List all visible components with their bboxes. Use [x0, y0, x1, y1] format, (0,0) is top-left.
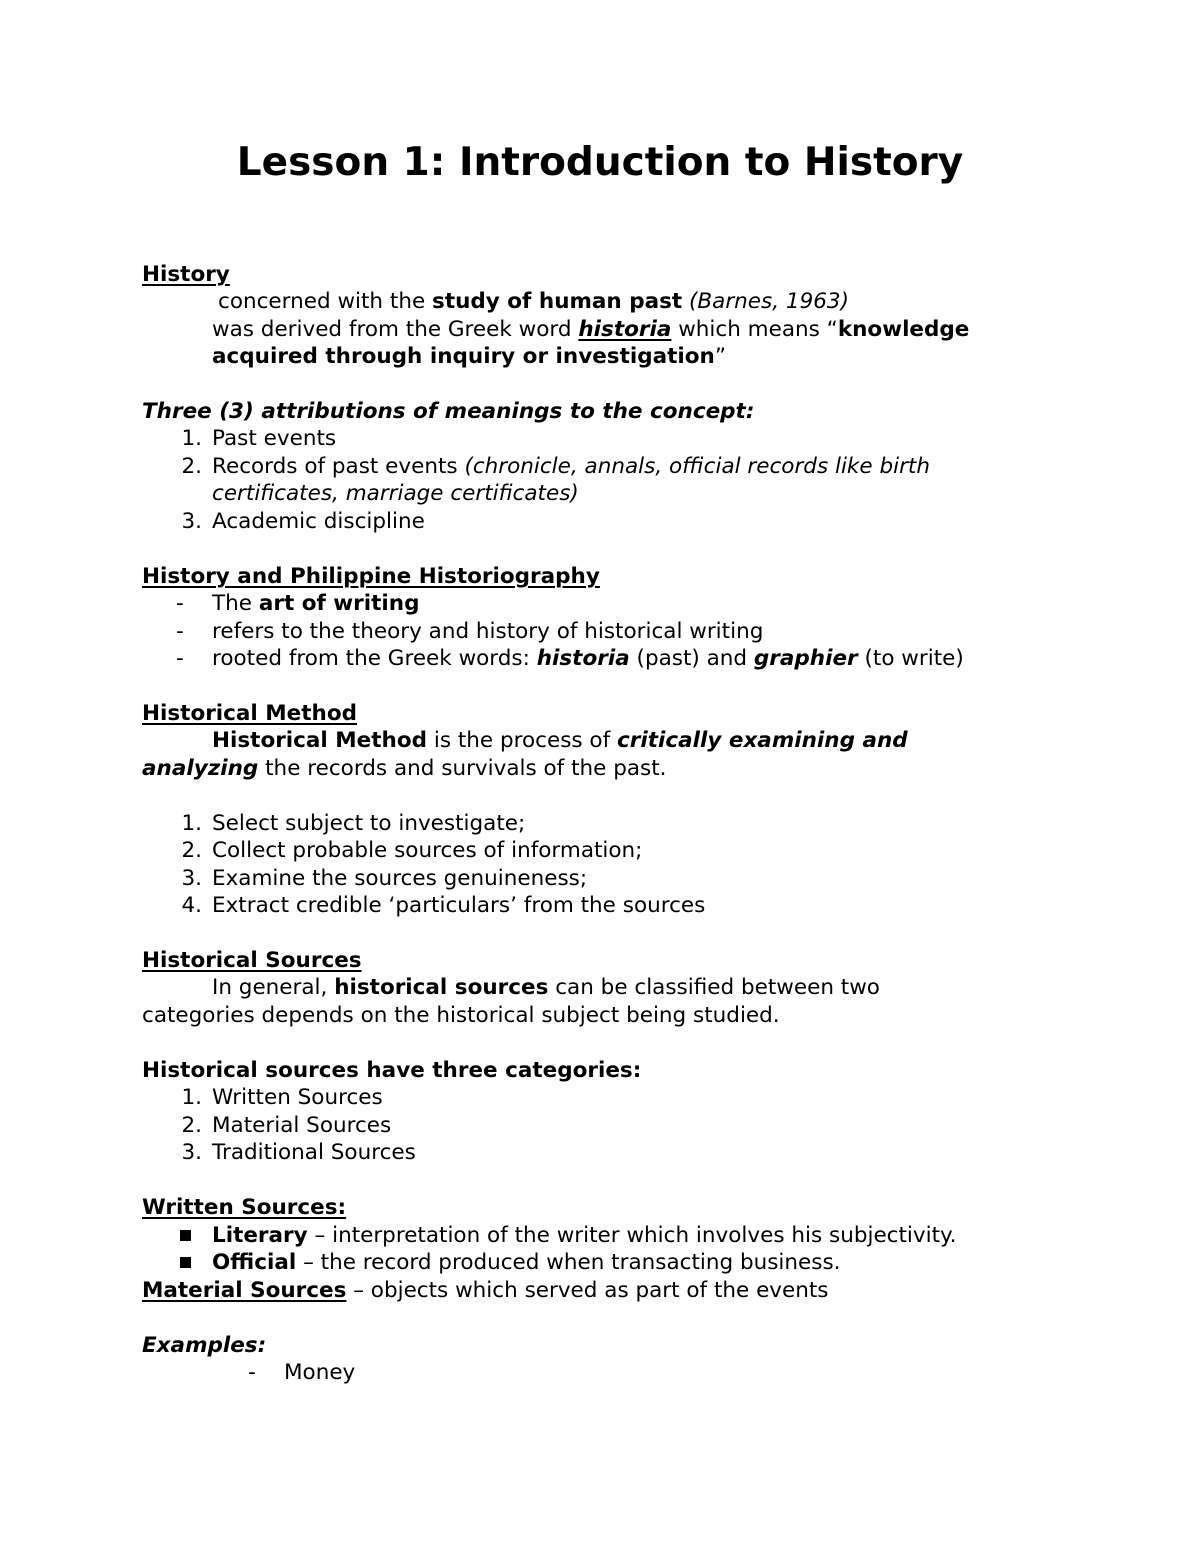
history-definition-2: was derived from the Greek word historia which means “knowledge [212, 317, 970, 342]
list-number: 2. [181, 454, 202, 479]
section-heading-examples: Examples: [142, 1333, 267, 1358]
dash-bullet: - [176, 646, 184, 671]
dash-bullet: - [176, 591, 184, 616]
section-heading-history: History [142, 262, 230, 287]
list-number: 4. [181, 893, 202, 918]
section-heading-historiography: History and Philippine Historiography [142, 564, 600, 589]
list-item: Traditional Sources [212, 1140, 416, 1165]
square-bullet-icon [180, 1257, 191, 1268]
sources-paragraph-2: categories depends on the historical subject being studied. [142, 1003, 780, 1028]
list-item: Material Sources [212, 1113, 392, 1138]
sources-paragraph-1: In general, historical sources can be classified between two [212, 975, 880, 1000]
history-definition-3: acquired through inquiry or investigation” [212, 344, 727, 369]
section-heading-sources: Historical Sources [142, 948, 362, 973]
dash-bullet: - [176, 619, 184, 644]
list-number: 2. [181, 1113, 202, 1138]
list-item: refers to the theory and history of historical writing [212, 619, 764, 644]
square-bullet-icon [180, 1230, 191, 1241]
list-item: Collect probable sources of information; [212, 838, 643, 863]
list-item: Extract credible ‘particulars’ from the sources [212, 893, 706, 918]
list-number: 3. [181, 1140, 202, 1165]
list-item: Official – the record produced when transacting business. [212, 1250, 841, 1275]
list-item: Select subject to investigate; [212, 811, 526, 836]
material-sources-definition: Material Sources – objects which served as part of the events [142, 1278, 829, 1303]
list-number: 3. [181, 509, 202, 534]
section-heading-attributions: Three (3) attributions of meanings to the concept: [142, 399, 755, 424]
list-number: 1. [181, 426, 202, 451]
history-definition-1: concerned with the study of human past (Barnes, 1963) [218, 289, 850, 314]
list-item: The art of writing [212, 591, 420, 616]
page-title: Lesson 1: Introduction to History [236, 140, 964, 185]
list-item: Examine the sources genuineness; [212, 866, 588, 891]
list-item: Past events [212, 426, 337, 451]
list-item: Money [284, 1360, 356, 1385]
list-number: 1. [181, 811, 202, 836]
list-number: 3. [181, 866, 202, 891]
section-heading-written: Written Sources: [142, 1195, 347, 1220]
list-item: Written Sources [212, 1085, 383, 1110]
method-paragraph-1: Historical Method is the process of critically examining and [212, 728, 908, 753]
list-number: 2. [181, 838, 202, 863]
section-heading-categories: Historical sources have three categories: [142, 1058, 642, 1083]
list-item: Records of past events (chronicle, annals, official records like birth [212, 454, 930, 479]
list-number: 1. [181, 1085, 202, 1110]
list-item: rooted from the Greek words: historia (past) and graphier (to write) [212, 646, 964, 671]
method-paragraph-2: analyzing the records and survivals of the past. [142, 756, 667, 781]
list-item: Academic discipline [212, 509, 425, 534]
list-item-continuation: certificates, marriage certificates) [212, 481, 579, 506]
dash-bullet: - [248, 1360, 256, 1385]
section-heading-method: Historical Method [142, 701, 358, 726]
list-item: Literary – interpretation of the writer which involves his subjectivity. [212, 1223, 957, 1248]
